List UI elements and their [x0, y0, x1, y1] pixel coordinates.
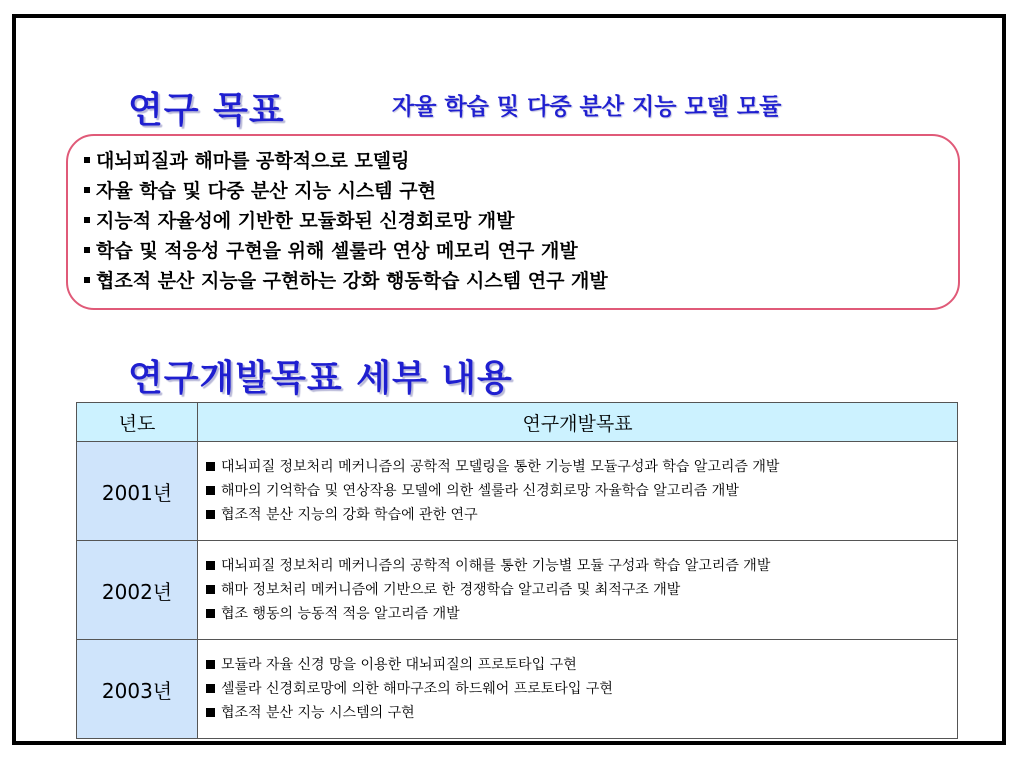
goal-item	[84, 176, 958, 206]
square-bullet-icon	[206, 708, 215, 717]
item-text: 해마 정보처리 메커니즘에 기반으로 한 경쟁학습 알고리즘 및 최적구조 개발	[221, 582, 681, 598]
goals-box	[66, 134, 960, 310]
square-bullet-icon	[206, 462, 215, 471]
year-cell: 2003년	[77, 640, 198, 739]
goal-item	[84, 266, 958, 296]
square-bullet-icon	[206, 684, 215, 693]
list-item	[206, 503, 957, 527]
items-cell	[198, 541, 958, 640]
square-bullet-icon	[206, 561, 215, 570]
item-text: 셀룰라 신경회로망에 의한 해마구조의 하드웨어 프로토타입 구현	[221, 681, 613, 697]
goal-text: 대뇌피질과 해마를 공학적으로 모델링	[96, 150, 410, 172]
table-row	[77, 442, 958, 541]
items-cell	[198, 442, 958, 541]
item-text: 해마의 기억학습 및 연상작용 모델에 의한 셀룰라 신경회로망 자율학습 알고리즘 개발	[221, 483, 739, 499]
detail-table	[76, 402, 958, 739]
header-goal: 연구개발목표	[198, 403, 958, 442]
goal-item	[84, 206, 958, 236]
square-bullet-icon	[206, 510, 215, 519]
list-item	[206, 578, 957, 602]
goal-text: 협조적 분산 지능을 구현하는 강화 행동학습 시스템 연구 개발	[96, 270, 608, 292]
goal-item	[84, 146, 958, 176]
item-text: 협조적 분산 지능 시스템의 구현	[221, 705, 415, 721]
table-row	[77, 541, 958, 640]
bullet-icon	[84, 217, 90, 223]
goals-list	[84, 146, 958, 296]
list-item	[206, 677, 957, 701]
table-row	[77, 640, 958, 739]
goal-text: 학습 및 적응성 구현을 위해 셀룰라 연상 메모리 연구 개발	[96, 240, 578, 262]
item-text: 모듈라 자율 신경 망을 이용한 대뇌피질의 프로토타입 구현	[221, 657, 577, 673]
list-item	[206, 479, 957, 503]
list-item	[206, 554, 957, 578]
square-bullet-icon	[206, 609, 215, 618]
bullet-icon	[84, 187, 90, 193]
table-header-row	[77, 403, 958, 442]
item-text: 대뇌피질 정보처리 메커니즘의 공학적 이해를 통한 기능별 모듈 구성과 학습 알고리즘 개발	[221, 558, 771, 574]
goal-text: 지능적 자율성에 기반한 모듈화된 신경회로망 개발	[96, 210, 515, 232]
year-cell: 2001년	[77, 442, 198, 541]
bullet-icon	[84, 277, 90, 283]
section-subtitle: 자율 학습 및 다중 분산 지능 모델 모듈	[392, 94, 782, 120]
item-text: 협조 행동의 능동적 적응 알고리즘 개발	[221, 606, 460, 622]
square-bullet-icon	[206, 660, 215, 669]
items-cell	[198, 640, 958, 739]
square-bullet-icon	[206, 585, 215, 594]
section-title-detail: 연구개발목표 세부 내용	[128, 358, 513, 399]
header-year: 년도	[77, 403, 198, 442]
bullet-icon	[84, 247, 90, 253]
square-bullet-icon	[206, 486, 215, 495]
item-text: 협조적 분산 지능의 강화 학습에 관한 연구	[221, 507, 478, 523]
goal-text: 자율 학습 및 다중 분산 지능 시스템 구현	[96, 180, 436, 202]
goal-item	[84, 236, 958, 266]
list-item	[206, 701, 957, 725]
list-item	[206, 455, 957, 479]
list-item	[206, 653, 957, 677]
year-cell: 2002년	[77, 541, 198, 640]
section-title-goals: 연구 목표	[128, 90, 285, 131]
item-text: 대뇌피질 정보처리 메커니즘의 공학적 모델링을 통한 기능별 모듈구성과 학습 알고리즘 개발	[221, 459, 780, 475]
list-item	[206, 602, 957, 626]
bullet-icon	[84, 157, 90, 163]
